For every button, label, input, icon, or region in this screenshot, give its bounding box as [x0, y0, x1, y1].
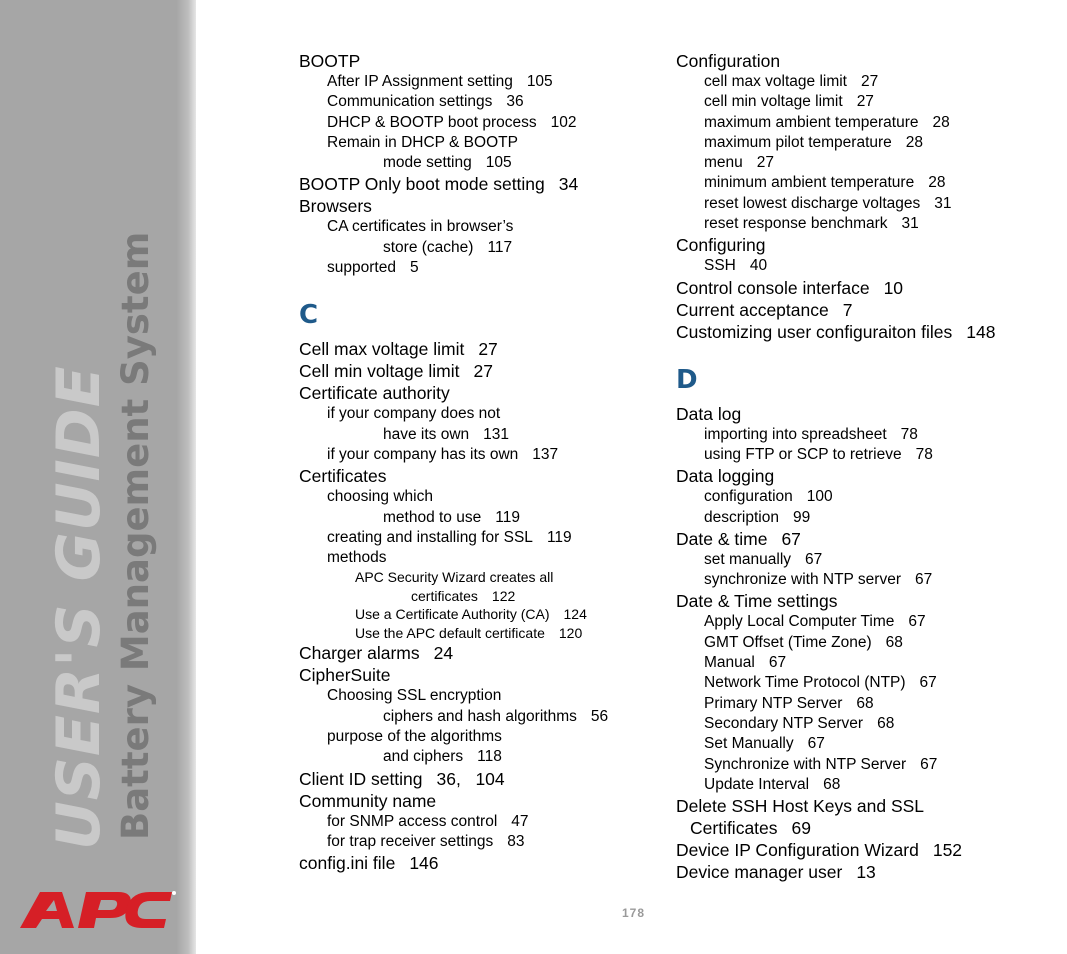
- index-entry: Date & Time settings: [676, 591, 838, 612]
- index-entry-continued: Certificates 69: [690, 818, 811, 839]
- index-subentry: SSH 40: [704, 257, 768, 275]
- index-subentry: After IP Assignment setting 105: [327, 73, 553, 90]
- index-entry: config.ini file 146: [299, 853, 439, 874]
- index-entry: Device manager user 13: [676, 862, 876, 883]
- index-subentry: purpose of the algorithms: [327, 728, 502, 746]
- index-entry: Cell max voltage limit 27: [299, 339, 498, 360]
- sidebar: [0, 0, 196, 954]
- index-subentry: GMT Offset (Time Zone) 68: [704, 633, 903, 651]
- index-letter-heading: C: [299, 300, 319, 331]
- index-entry: Certificate authority: [299, 383, 450, 404]
- index-column-1: [299, 50, 659, 874]
- index-entry: CipherSuite: [299, 665, 391, 686]
- index-entry: Current acceptance 7: [676, 299, 853, 320]
- index-subentry-continued: store (cache) 117: [383, 238, 513, 256]
- index-subentry: if your company has its own 137: [327, 445, 559, 463]
- index-entry: Data logging: [676, 466, 775, 487]
- sidebar-title: USER'S GUIDE: [44, 365, 114, 850]
- index-subentry: configuration 100: [704, 488, 833, 506]
- index-subentry-continued: method to use 119: [383, 508, 520, 526]
- index-subentry: Remain in DHCP & BOOTP: [327, 133, 518, 151]
- index-entry: BOOTP Only boot mode setting 34: [299, 174, 579, 195]
- index-subentry-continued: and ciphers 118: [383, 748, 502, 766]
- index-entry: Community name: [299, 790, 437, 811]
- index-entry: Cell min voltage limit 27: [299, 361, 493, 382]
- index-subentry: cell min voltage limit 27: [704, 93, 874, 111]
- index-subentry: maximum ambient temperature 28: [704, 113, 950, 131]
- index-entry: Delete SSH Host Keys and SSL: [676, 796, 925, 817]
- index-subentry: if your company does not: [327, 405, 501, 423]
- index-subentry: Synchronize with NTP Server 67: [704, 755, 938, 773]
- index-entry: BOOTP: [299, 51, 361, 71]
- index-subsubentry: Use a Certificate Authority (CA) 124: [355, 606, 587, 623]
- index-letter-heading: D: [676, 364, 698, 395]
- index-subentry: Choosing SSL encryption: [327, 687, 502, 705]
- index-entry: Configuring: [676, 235, 766, 256]
- index-subentry: supported 5: [327, 259, 419, 277]
- index-entry: Device IP Configuration Wizard 152: [676, 840, 963, 861]
- index-subentry: Primary NTP Server 68: [704, 694, 874, 712]
- index-entry: Control console interface 10: [676, 277, 904, 298]
- index-subentry: synchronize with NTP server 67: [704, 571, 933, 589]
- index-subsubentry: APC Security Wizard creates all: [355, 569, 554, 586]
- index-subentry: for SNMP access control 47: [327, 812, 529, 830]
- index-subentry: using FTP or SCP to retrieve 78: [704, 445, 933, 463]
- index-subentry-continued: have its own 131: [383, 425, 510, 443]
- index-subentry: Set Manually 67: [704, 735, 825, 753]
- index-subentry: Network Time Protocol (NTP) 67: [704, 674, 937, 692]
- index-subentry: reset response benchmark 31: [704, 215, 919, 233]
- index-subentry: set manually 67: [704, 550, 823, 568]
- sidebar-subtitle: Battery Management System: [114, 231, 157, 840]
- index-subentry-continued: ciphers and hash algorithms 56: [383, 707, 609, 725]
- index-subentry: maximum pilot temperature 28: [704, 133, 924, 151]
- index-entry: Certificates: [299, 466, 387, 487]
- index-subentry: description 99: [704, 508, 811, 526]
- index-subentry-continued: mode setting 105: [383, 154, 512, 172]
- page-number: 178: [622, 906, 646, 920]
- index-subentry: DHCP & BOOTP boot process 102: [327, 113, 577, 131]
- index-subsubentry-continued: certificates 122: [411, 587, 516, 604]
- index-subentry: for trap receiver settings 83: [327, 832, 525, 850]
- index-subsubentry: Use the APC default certificate 120: [355, 624, 583, 641]
- apc-logo-icon: [18, 888, 178, 932]
- index-entry: Data log: [676, 403, 742, 424]
- index-subentry: choosing which: [327, 488, 433, 506]
- index-entry: Browsers: [299, 196, 372, 217]
- index-subentry: Manual 67: [704, 654, 787, 672]
- index-subentry: Apply Local Computer Time 67: [704, 613, 926, 631]
- index-entry: Client ID setting 36, 104: [299, 768, 505, 789]
- index-entry: Customizing user configuraiton files 148: [676, 321, 996, 342]
- index-subentry: menu 27: [704, 154, 775, 172]
- index-subentry: Secondary NTP Server 68: [704, 714, 895, 732]
- index-subentry: creating and installing for SSL 119: [327, 528, 572, 546]
- index-subentry: cell max voltage limit 27: [704, 73, 879, 90]
- index-subentry: CA certificates in browser’s: [327, 218, 514, 236]
- index-subentry: importing into spreadsheet 78: [704, 425, 918, 443]
- index-column-2: [676, 50, 1061, 883]
- index-subentry: Communication settings 36: [327, 93, 524, 111]
- index-entry: Date & time 67: [676, 528, 801, 549]
- index-entry: Configuration: [676, 51, 781, 71]
- index-entry: Charger alarms 24: [299, 643, 454, 664]
- index-subentry: methods: [327, 549, 387, 567]
- index-subentry: reset lowest discharge voltages 31: [704, 194, 952, 212]
- index-subentry: minimum ambient temperature 28: [704, 174, 946, 192]
- index-subentry: Update Interval 68: [704, 775, 841, 793]
